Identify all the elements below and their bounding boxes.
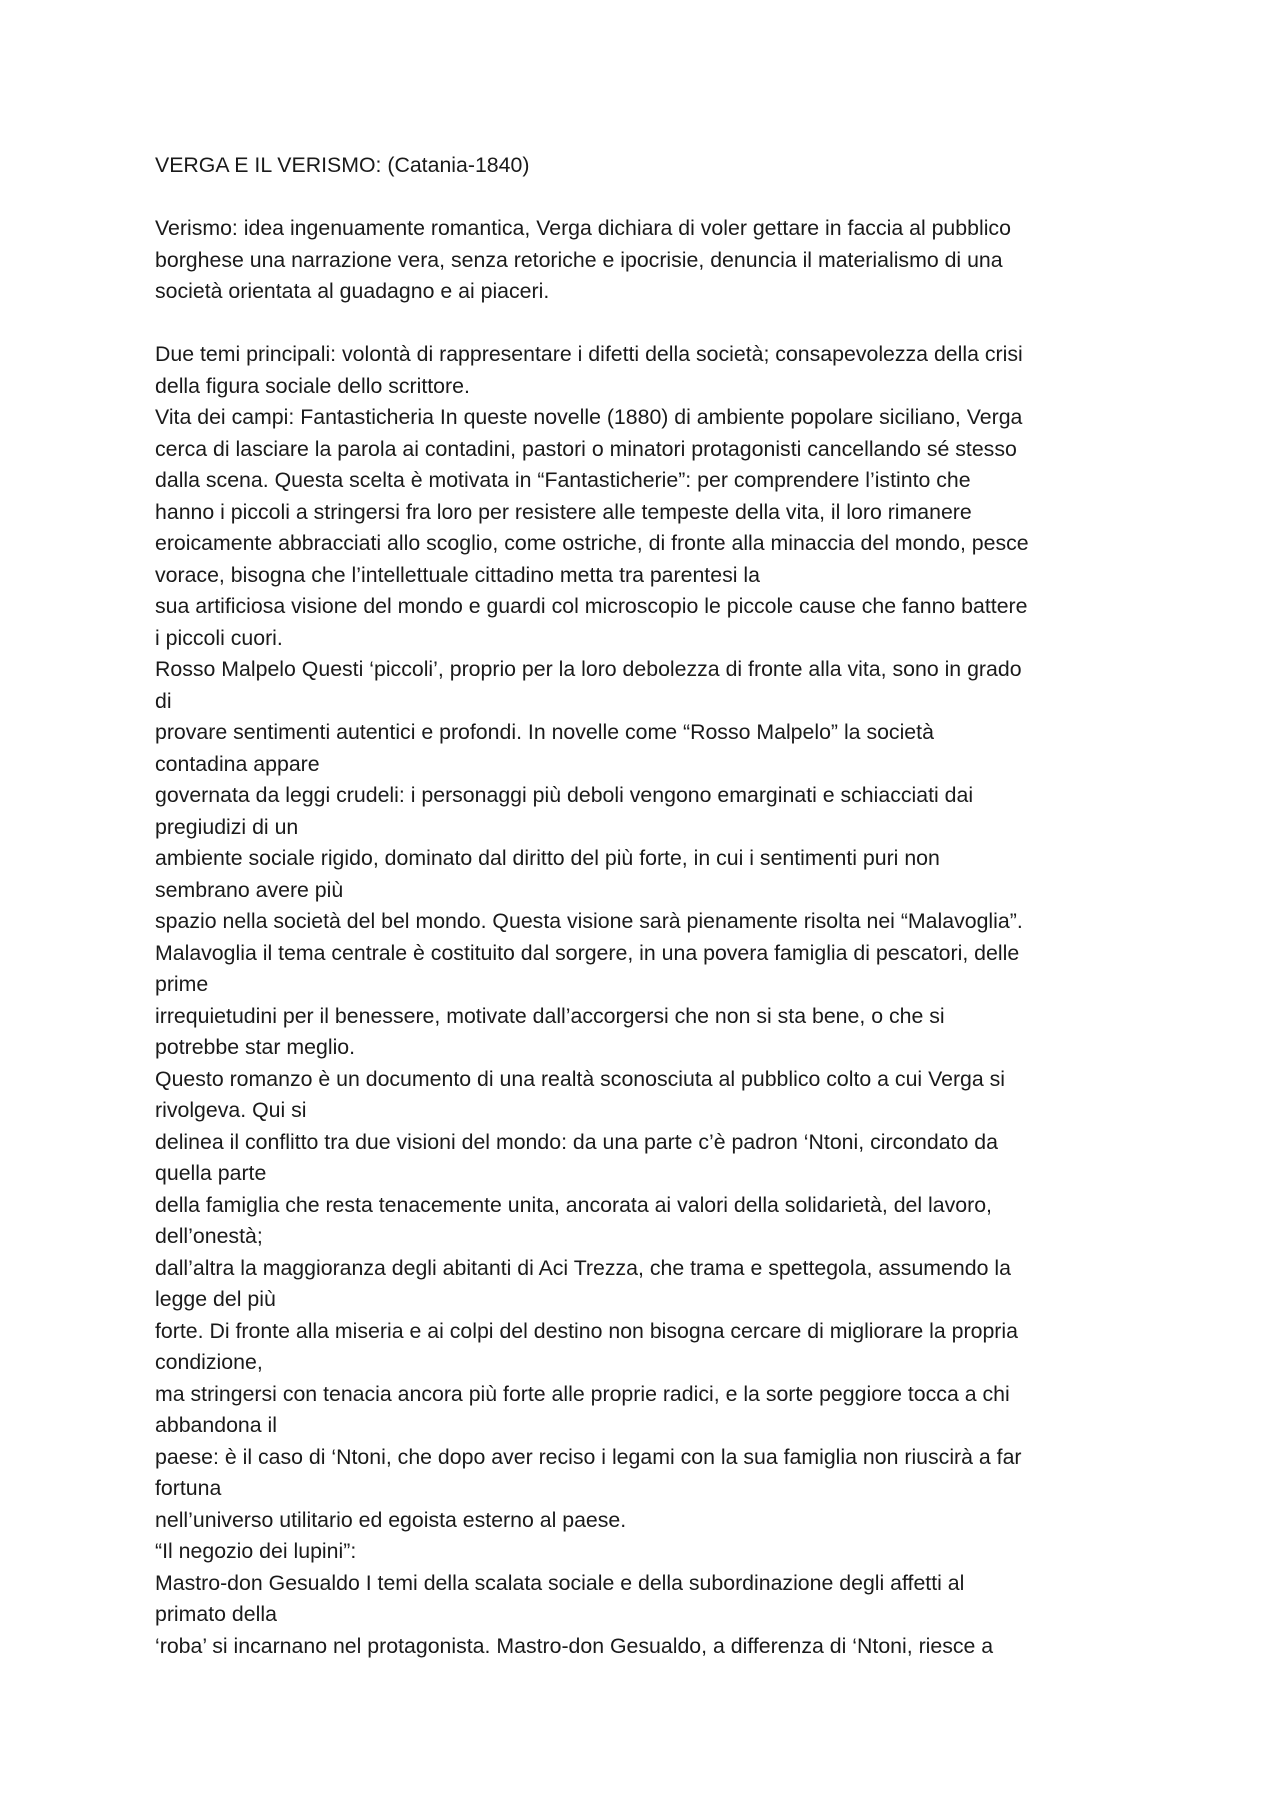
text-line: provare sentimenti autentici e profondi. In novelle come “Rosso Malpelo” la società (155, 720, 934, 744)
text-line: Questo romanzo è un documento di una realtà sconosciuta al pubblico colto a cui Verga si (155, 1066, 1006, 1091)
spacer (155, 308, 1145, 340)
text-line: legge del più (155, 1287, 276, 1311)
text-line: dall’altra la maggioranza degli abitanti di Aci Trezza, che trama e spettegola, assumendo la (155, 1255, 1011, 1280)
paragraph-verismo (155, 213, 1145, 308)
text-line: di (155, 688, 172, 713)
text-line: Vita dei campi: Fantasticheria In queste novelle (1880) di ambiente popolare siciliano, Verga (155, 405, 1023, 429)
spacer (155, 182, 1145, 214)
text-line: società orientata al guadagno e ai piaceri. (155, 279, 550, 303)
text-line: i piccoli cuori. (155, 625, 283, 650)
text-line: ma stringersi con tenacia ancora più forte alle proprie radici, e la sorte peggiore tocca a chi (155, 1381, 1010, 1406)
text-line: “Il negozio dei lupini”: (155, 1539, 357, 1563)
document-title: VERGA E IL VERISMO: (Catania-1840) (155, 153, 530, 177)
text-line: fortuna (155, 1476, 222, 1500)
text-line: rivolgeva. Qui si (155, 1098, 307, 1122)
text-line: pregiudizi di un (155, 814, 299, 839)
text-line: abbandona il (155, 1413, 277, 1437)
text-line: Verismo: idea ingenuamente romantica, Verga dichiara di voler gettare in faccia al pubblico (155, 216, 1011, 240)
text-line: della famiglia che resta tenacemente unita, ancorata ai valori della solidarietà, del lavoro, (155, 1192, 992, 1217)
text-line: quella parte (155, 1161, 267, 1185)
text-line: eroicamente abbracciati allo scoglio, come ostriche, di fronte alla minaccia del mondo, pesce (155, 531, 1029, 555)
text-line: prime (155, 972, 209, 996)
text-line: Mastro-don Gesualdo I temi della scalata sociale e della subordinazione degli affetti al (155, 1570, 965, 1595)
text-line: dalla scena. Questa scelta è motivata in “Fantasticherie”: per comprendere l’istinto che (155, 468, 971, 492)
text-line: ‘roba’ si incarnano nel protagonista. Mastro-don Gesualdo, a differenza di ‘Ntoni, riesce a (155, 1633, 994, 1658)
text-line: Rosso Malpelo Questi ‘piccoli’, proprio per la loro debolezza di fronte alla vita, sono in grado (155, 657, 1022, 681)
text-line: cerca di lasciare la parola ai contadini, pastori o minatori protagonisti cancellando sé stesso (155, 436, 1017, 461)
text-line: primato della (155, 1602, 277, 1626)
text-line: irrequietudini per il benessere, motivate dall’accorgersi che non si sta bene, o che si (155, 1003, 945, 1028)
text-line: borghese una narrazione vera, senza retoriche e ipocrisie, denuncia il materialismo di una (155, 247, 1003, 272)
text-line: governata da leggi crudeli: i personaggi più deboli vengono emarginati e schiacciati dai (155, 783, 974, 807)
text-line: spazio nella società del bel mondo. Questa visione sarà pienamente risolta nei “Malavoglia”. (155, 909, 1023, 933)
text-line: Due temi principali: volontà di rappresentare i difetti della società; consapevolezza della crisi (155, 342, 1023, 366)
text-line: della figura sociale dello scrittore. (155, 373, 470, 398)
text-line: nell’universo utilitario ed egoista esterno al paese. (155, 1507, 627, 1532)
paragraph-main (155, 339, 1145, 1662)
text-line: sembrano avere più (155, 877, 344, 902)
text-line: forte. Di fronte alla miseria e ai colpi del destino non bisogna cercare di migliorare la propria (155, 1318, 1018, 1343)
text-line: condizione, (155, 1350, 263, 1374)
document-page (155, 150, 1145, 1662)
text-line: contadina appare (155, 751, 320, 776)
text-line: hanno i piccoli a stringersi fra loro per resistere alle tempeste della vita, il loro rimanere (155, 499, 972, 524)
text-line: vorace, bisogna che l’intellettuale cittadino metta tra parentesi la (155, 562, 760, 587)
text-line: ambiente sociale rigido, dominato dal diritto del più forte, in cui i sentimenti puri non (155, 846, 940, 870)
text-line: Malavoglia il tema centrale è costituito dal sorgere, in una povera famiglia di pescatori, delle (155, 940, 1020, 965)
text-line: delinea il conflitto tra due visioni del mondo: da una parte c’è padron ‘Ntoni, circondato da (155, 1129, 998, 1154)
text-line: paese: è il caso di ‘Ntoni, che dopo aver reciso i legami con la sua famiglia non riuscirà a far (155, 1444, 1022, 1469)
text-line: potrebbe star meglio. (155, 1035, 356, 1059)
text-line: sua artificiosa visione del mondo e guardi col microscopio le piccole cause che fanno battere (155, 594, 1028, 618)
text-line: dell’onestà; (155, 1224, 263, 1248)
